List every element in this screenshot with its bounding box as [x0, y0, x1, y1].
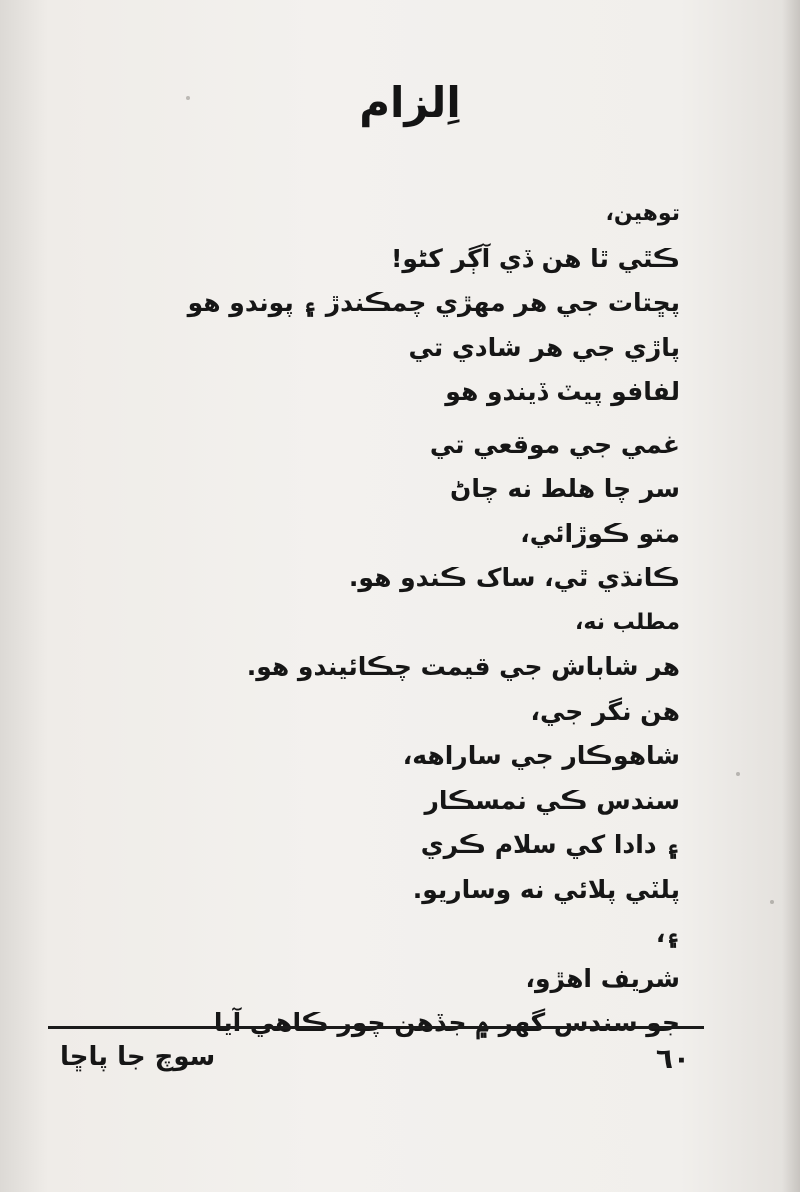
- paper-speck: [736, 772, 740, 776]
- poem-line: شريف اهڙو،: [525, 963, 680, 993]
- page-number: ٦٠: [655, 1042, 690, 1075]
- poem-line: سر چا هلط نه چاڻ: [450, 474, 680, 503]
- paper-speck: [770, 900, 774, 904]
- poem-line: لفافو پيٽ ڏيندو هو: [445, 377, 680, 406]
- poem-line: توهين،: [605, 201, 680, 226]
- poem-line: مطلب نه،: [575, 609, 680, 635]
- poem-line: هن نگر جي،: [530, 696, 680, 726]
- poem-line: پاڙي جي هر شادي تي: [408, 332, 680, 362]
- footer-rule: [48, 1026, 704, 1029]
- running-footer-title: سوچ جا پاڇا: [60, 1042, 216, 1072]
- poem-text: [160, 192, 680, 1046]
- poem-line: ۽،: [655, 919, 680, 948]
- page-footer: [0, 1042, 800, 1082]
- poem-line: ۽ دادا کي سلام ڪري: [420, 830, 680, 859]
- page-edge-shadow: [782, 0, 800, 1192]
- poem-line: متو ڪوڙائي،: [520, 518, 680, 548]
- poem-line: پلٽي پلائي نه وساريو.: [412, 874, 680, 904]
- poem-line: شاهوڪار جي ساراهه،: [402, 741, 680, 770]
- poem-line: پڇتات جي هر مهڙي چمڪندڙ ۽ پوندو هو: [187, 288, 680, 317]
- poem-line: هر شاباش جي قيمت چڪائيندو هو.: [246, 652, 680, 681]
- page-title: اِلزام: [359, 78, 461, 127]
- poem-line: غمي جي موقعي تي: [429, 429, 680, 459]
- poem-line: ڪٿي ٿا هن ڏي آڳر کڻو!: [391, 243, 680, 273]
- poem-line: ڪانڌي ٿي، ساک ڪندو هو.: [348, 563, 680, 592]
- poem-line: جو سندس گهر ۾ جڏهن چور ڪاهي آيا: [213, 1008, 680, 1037]
- poem-line: سندس ڪي نمسڪار: [424, 785, 680, 815]
